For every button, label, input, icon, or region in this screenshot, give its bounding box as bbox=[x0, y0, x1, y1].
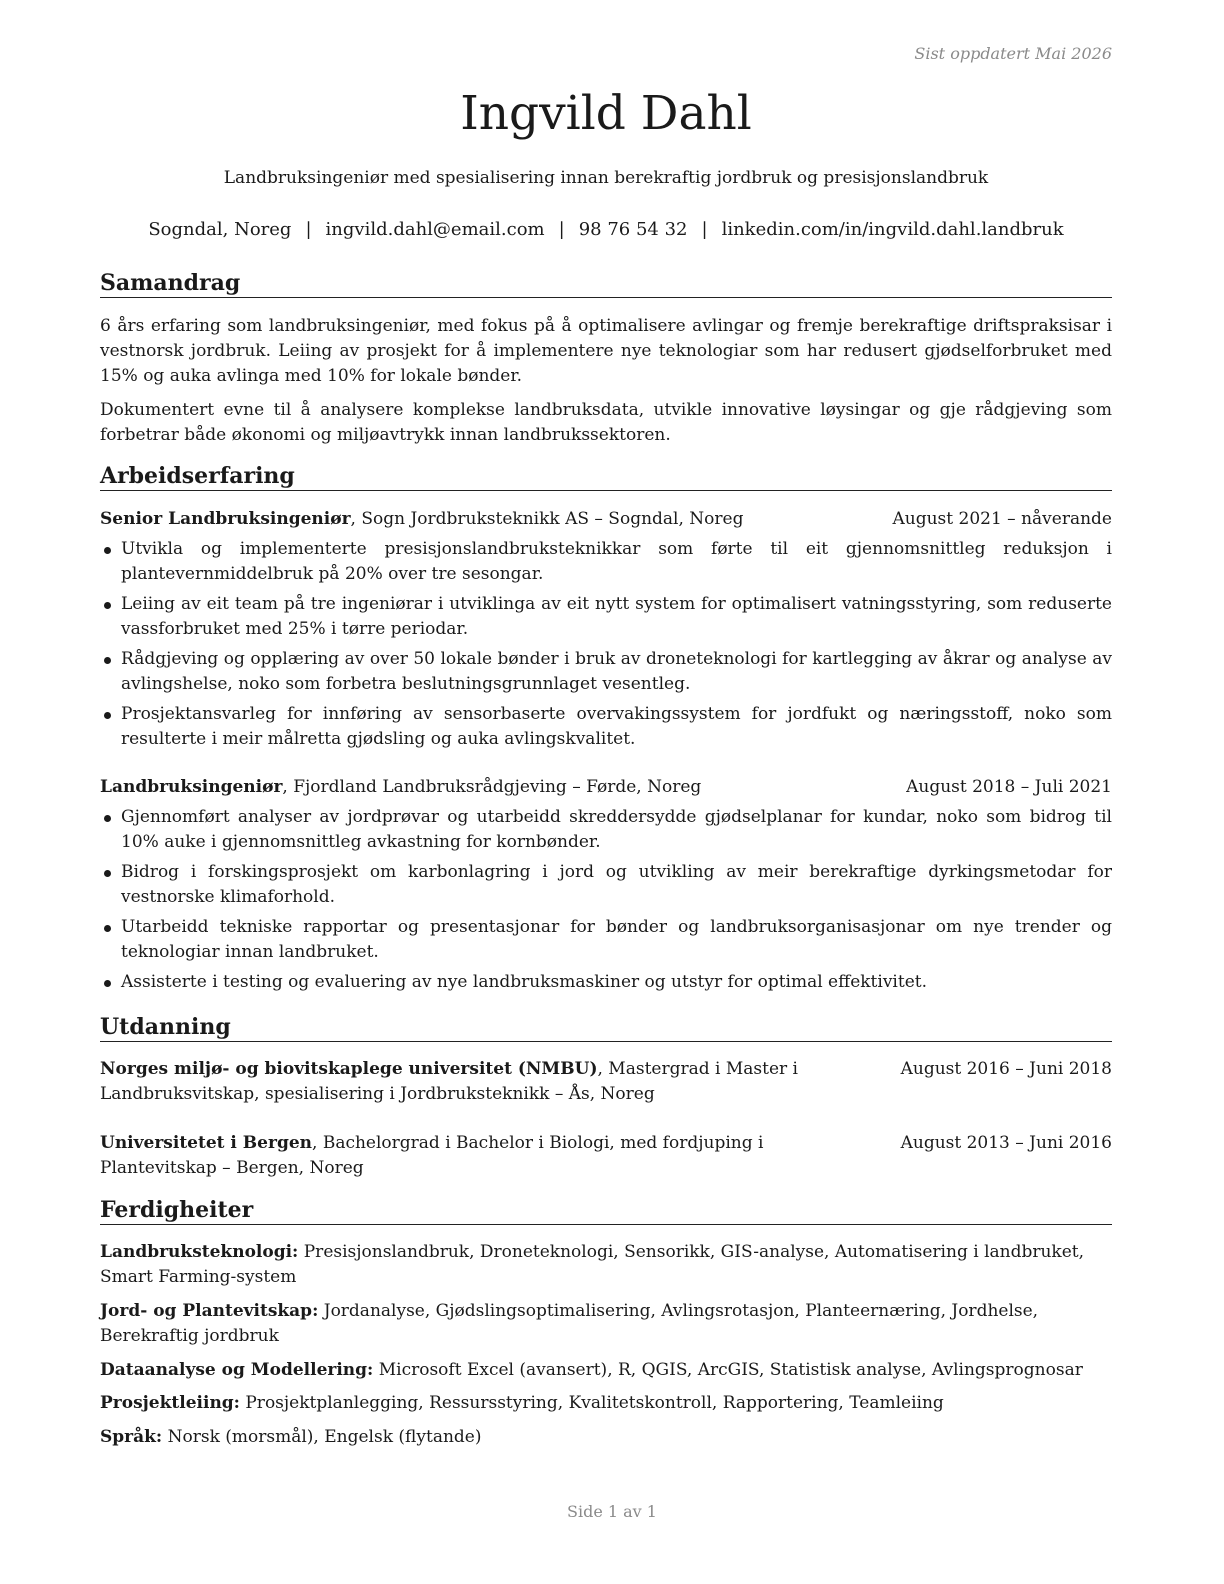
skill-row bbox=[100, 1425, 1112, 1450]
job-bullet: Prosjektansvarleg for innføring av sensorbaserte overvakingssystem for jordfukt og næringsstoff, noko som resulterte i meir målretta gjødsling og auka avlingskvalitet. bbox=[100, 702, 1112, 752]
job-bullet: Gjennomført analyser av jordprøvar og utarbeidd skreddersydde gjødselplanar for kundar, noko som bidrog til 10% auke i gjennomsnittleg avkastning for kornbønder. bbox=[100, 805, 1112, 855]
job-bullet: Utvikla og implementerte presisjonslandbruksteknikkar som førte til eit gjennomsnittleg reduksjon i plantevernmiddelbruk på 20% over tre sesongar. bbox=[100, 537, 1112, 587]
contact-linkedin[interactable]: linkedin.com/in/ingvild.dahl.landbruk bbox=[721, 219, 1064, 240]
education-details: , Bachelorgrad i Bachelor i Biologi, med fordjuping i Plantevitskap – Bergen, Noreg bbox=[100, 1133, 764, 1178]
tagline: Landbruksingeniør med spesialisering innan berekraftig jordbruk og presisjonslandbruk bbox=[223, 168, 989, 188]
skill-label: Prosjektleiing: bbox=[100, 1393, 240, 1413]
job-header bbox=[100, 507, 1112, 532]
job-date: August 2021 – nåverande bbox=[892, 509, 1112, 529]
skill-label: Språk: bbox=[100, 1427, 163, 1447]
section-title-experience: Arbeidserfaring bbox=[100, 463, 1112, 491]
education-school: Universitetet i Bergen bbox=[100, 1133, 313, 1153]
job-organization: , Sogn Jordbruksteknikk AS – Sogndal, Noreg bbox=[350, 509, 744, 529]
education-item bbox=[100, 1057, 1112, 1107]
summary-paragraph-2: Dokumentert evne til å analysere komplekse landbruksdata, utvikle innovative løysingar og gje rådgjeving som forbetrar både økonomi og miljøavtrykk innan landbrukssektoren. bbox=[100, 400, 1112, 445]
job-bullets bbox=[100, 537, 1112, 757]
job-date: August 2018 – Juli 2021 bbox=[906, 777, 1112, 797]
job-bullet: Utarbeidd tekniske rapportar og presentasjonar for bønder og landbruksorganisasjonar om nye trender og teknologiar innan landbruket. bbox=[100, 915, 1112, 965]
contact-separator: | bbox=[701, 219, 708, 240]
contact-phone: 98 76 54 32 bbox=[578, 219, 688, 240]
contact-separator: | bbox=[305, 219, 312, 240]
education-date: August 2013 – Juni 2016 bbox=[900, 1133, 1112, 1153]
skill-label: Landbruksteknologi: bbox=[100, 1242, 299, 1262]
section-title-education: Utdanning bbox=[100, 1014, 1112, 1042]
job-role: Landbruksingeniør bbox=[100, 777, 283, 797]
skill-value: Presisjonslandbruk, Droneteknologi, Sensorikk, GIS-analyse, Automatisering i landbruket, Smart Farming-system bbox=[100, 1242, 1085, 1287]
job-bullet: Rådgjeving og opplæring av over 50 lokale bønder i bruk av droneteknologi for kartlegging av åkrar og analyse av avlingshelse, noko som forbetra beslutningsgrunnlaget vesentleg. bbox=[100, 647, 1112, 697]
education-item bbox=[100, 1131, 1112, 1181]
contact-separator: | bbox=[558, 219, 565, 240]
contact-location: Sogndal, Noreg bbox=[148, 219, 292, 240]
summary-paragraph-1: 6 års erfaring som landbruksingeniør, med fokus på å optimalisere avlingar og fremje berekraftige driftspraksisar i vestnorsk jordbruk. Leiing av prosjekt for å implementere nye teknologiar som har redusert gjødselforbruket med 15% og auka avlinga med 10% for lokale bønder. bbox=[100, 316, 1112, 386]
education-details: , Mastergrad i Master i Landbruksvitskap, spesialisering i Jordbruksteknikk – Ås, Noreg bbox=[100, 1059, 798, 1104]
skill-row bbox=[100, 1391, 1112, 1416]
job-bullet: Bidrog i forskingsprosjekt om karbonlagring i jord og utvikling av meir berekraftige dyrkingsmetodar for vestnorske klimaforhold. bbox=[100, 860, 1112, 910]
education-date: August 2016 – Juni 2018 bbox=[900, 1059, 1112, 1079]
job-bullet: Assisterte i testing og evaluering av nye landbruksmaskiner og utstyr for optimal effektivitet. bbox=[100, 970, 1112, 995]
skill-value: Prosjektplanlegging, Ressursstyring, Kvalitetskontroll, Rapportering, Teamleiing bbox=[239, 1393, 944, 1413]
education-school: Norges miljø- og biovitskaplege universitet (NMBU) bbox=[100, 1059, 598, 1079]
skill-row bbox=[100, 1240, 1112, 1290]
contact-line bbox=[100, 219, 1112, 240]
section-title-skills: Ferdigheiter bbox=[100, 1197, 1112, 1225]
job-role: Senior Landbruksingeniør bbox=[100, 509, 351, 529]
last-updated: Sist oppdatert Mai 2026 bbox=[914, 44, 1112, 63]
skill-value: Norsk (morsmål), Engelsk (flytande) bbox=[162, 1427, 482, 1447]
job-bullets bbox=[100, 805, 1112, 1000]
job-header bbox=[100, 775, 1112, 800]
page-footer: Side 1 av 1 bbox=[567, 1502, 657, 1521]
skill-row bbox=[100, 1358, 1112, 1383]
job-organization: , Fjordland Landbruksrådgjeving – Førde, Noreg bbox=[282, 777, 702, 797]
section-title-summary: Samandrag bbox=[100, 270, 1112, 298]
skill-label: Jord- og Plantevitskap: bbox=[100, 1301, 319, 1321]
skill-value: Microsoft Excel (avansert), R, QGIS, ArcGIS, Statistisk analyse, Avlingsprognosar bbox=[373, 1360, 1083, 1380]
skill-value: Jordanalyse, Gjødslingsoptimalisering, Avlingsrotasjon, Planteernæring, Jordhelse, Berekraftig jordbruk bbox=[100, 1301, 1039, 1346]
job-bullet: Leiing av eit team på tre ingeniørar i utviklinga av eit nytt system for optimalisert vatningsstyring, som reduserte vassforbruket med 25% i tørre periodar. bbox=[100, 592, 1112, 642]
skill-row bbox=[100, 1299, 1112, 1349]
candidate-name: Ingvild Dahl bbox=[460, 86, 752, 141]
skill-label: Dataanalyse og Modellering: bbox=[100, 1360, 374, 1380]
contact-email[interactable]: ingvild.dahl@email.com bbox=[325, 219, 545, 240]
